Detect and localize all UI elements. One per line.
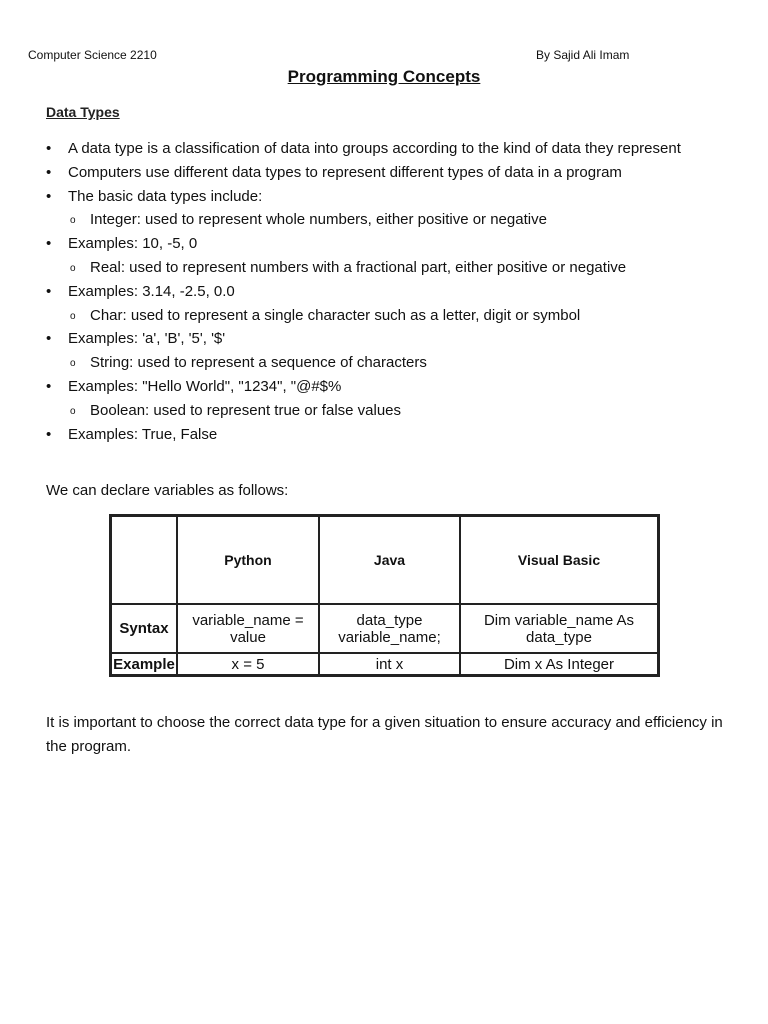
list-item [46,304,726,328]
section-heading: Data Types [46,104,120,120]
declare-intro: We can declare variables as follows: [46,482,289,499]
bullet-list [46,137,726,446]
table-cell: x = 5 [177,653,319,675]
circle-bullet-icon: o [70,215,76,227]
bullet-icon: • [46,282,52,300]
table-row [111,604,658,653]
bullet-icon: • [46,187,52,205]
list-item [46,208,726,232]
list-item-text: Examples: 'a', 'B', '5', '$' [68,330,226,348]
bullet-icon: • [46,235,52,253]
course-header: Computer Science 2210 [28,48,157,62]
list-item-text: The basic data types include: [68,187,263,205]
table-header-cell: Python [177,516,319,604]
list-item-text: Char: used to represent a single character such as a letter, digit or symbol [90,306,581,324]
table-header-row [111,516,658,604]
bullet-icon: • [46,163,52,181]
variable-declaration-table [109,514,660,677]
list-item-text: String: used to represent a sequence of characters [90,354,427,372]
list-item-text: Examples: True, False [68,425,218,443]
list-item [46,232,726,256]
list-item-text: Examples: 10, -5, 0 [68,235,198,253]
list-item [46,423,726,447]
circle-bullet-icon: o [70,262,76,274]
list-item-text: Boolean: used to represent true or false values [90,401,402,419]
table-cell: int x [319,653,460,675]
list-item [46,351,726,375]
bullet-icon: • [46,377,52,395]
list-item [46,161,726,185]
bullet-icon: • [46,330,52,348]
bullet-icon: • [46,425,52,443]
bullet-icon: • [46,140,52,157]
circle-bullet-icon: o [70,405,76,417]
list-item-text: Computers use different data types to represent different types of data in a program [68,163,622,181]
list-item-text: Examples: "Hello World", "1234", "@#$% [68,377,342,395]
row-label: Syntax [111,604,177,653]
table-header-cell: Java [319,516,460,604]
list-item [46,280,726,304]
table-cell: Dim x As Integer [460,653,658,675]
row-label: Example [111,653,177,675]
list-item-text: Real: used to represent numbers with a fractional part, either positive or negative [90,258,627,276]
list-item [46,375,726,399]
list-item [46,137,726,161]
circle-bullet-icon: o [70,310,76,322]
table-cell: Dim variable_name As data_type [460,604,658,653]
circle-bullet-icon: o [70,358,76,370]
table-cell: data_type variable_name; [319,604,460,653]
list-item [46,185,726,209]
table-row [111,653,658,675]
closing-paragraph: It is important to choose the correct data type for a given situation to ensure accuracy and efficiency in the program. [46,714,723,755]
table-header-cell: Visual Basic [460,516,658,604]
list-item [46,256,726,280]
table-cell: variable_name = value [177,604,319,653]
list-item-text: A data type is a classification of data into groups according to the kind of data they represent [68,140,681,157]
list-item-text: Integer: used to represent whole numbers, either positive or negative [90,211,547,229]
author-header: By Sajid Ali Imam [536,48,630,62]
list-item [46,327,726,351]
page-title: Programming Concepts [287,67,481,86]
list-item [46,399,726,423]
table-header-cell [111,516,177,604]
list-item-text: Examples: 3.14, -2.5, 0.0 [68,282,235,300]
